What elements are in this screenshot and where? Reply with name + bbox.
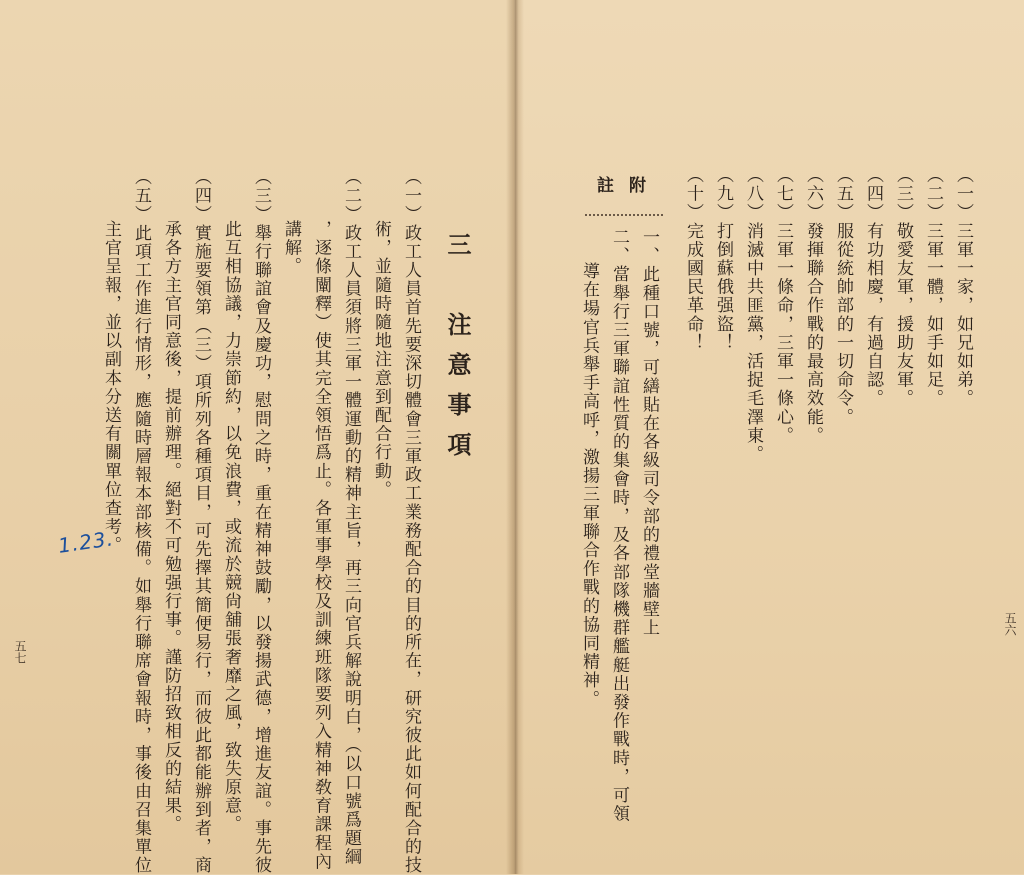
paragraph-3-line-1: （三）舉行聯誼會及慶功，慰問之時，重在精神鼓勵，以發揚武德，增進友誼。事先彼 bbox=[251, 168, 271, 875]
section-title: 三 注意事項 bbox=[443, 232, 472, 472]
paragraph-5-line-1: （五）此項工作進行情形，應隨時層報本部核備。如舉行聯席會報時，事後由召集單位 bbox=[131, 168, 151, 875]
slogan-2: （二）三軍一體，如手如足。 bbox=[923, 166, 943, 408]
book-gutter bbox=[506, 0, 524, 874]
slogan-9: （九）打倒蘇俄强盜！ bbox=[713, 166, 733, 352]
paragraph-3-line-2: 此互相協議，力崇節約，以免浪費，或流於競尙舖張奢靡之風，致失原意。 bbox=[221, 220, 241, 834]
paragraph-5-line-2: 主官呈報，並以副本分送有關單位查考。 bbox=[101, 220, 121, 555]
handwritten-note: 1.23. bbox=[56, 526, 116, 558]
appendix-label: 附 bbox=[625, 176, 645, 219]
note-divider bbox=[585, 214, 663, 216]
paragraph-4-line-1: （四）實施要領第（三）項所列各種項目，可先擇其簡便易行，而彼此都能辦到者，商 bbox=[191, 168, 211, 875]
slogan-5: （五）服從統帥部的一切命令。 bbox=[833, 166, 853, 427]
slogan-3: （三）敬愛友軍，援助友軍。 bbox=[893, 166, 913, 408]
slogan-4: （四）有功相慶，有過自認。 bbox=[863, 166, 883, 408]
right-page bbox=[514, 0, 1024, 874]
slogan-1: （一）三軍一家，如兄如弟。 bbox=[953, 166, 973, 408]
paragraph-2-line-2: ，逐條闡釋）使其完全領悟爲止。各軍事學校及訓練班隊要列入精神敎育課程內 bbox=[311, 220, 331, 871]
paragraph-1-line-2: 術，並隨時隨地注意到配合行動。 bbox=[371, 220, 391, 499]
page-number-left: 五七 bbox=[13, 640, 27, 664]
slogan-10: （十）完成國民革命！ bbox=[683, 166, 703, 352]
paragraph-1-line-1: （一）政工人員首先要深切體會三軍政工業務配合的目的所在，研究彼此如何配合的技 bbox=[401, 168, 421, 875]
note-2: 二、當舉行三軍聯誼性質的集會時，及各部隊機群艦艇出發作戰時，可領 bbox=[609, 228, 629, 824]
page-number-right: 五六 bbox=[1003, 612, 1017, 636]
slogan-8: （八）消滅中共匪黨，活捉毛澤東。 bbox=[743, 166, 763, 464]
slogan-6: （六）發揮聯合作戰的最高效能。 bbox=[803, 166, 823, 445]
note-3: 導在場官兵舉手高呼，激揚三軍聯合作戰的協同精神。 bbox=[579, 262, 599, 709]
note-label: 註 bbox=[593, 176, 613, 219]
slogan-7: （七）三軍一條命，三軍一條心。 bbox=[773, 166, 793, 445]
paragraph-4-line-2: 承各方主官同意後，提前辦理。絕對不可勉强行事。謹防招致相反的結果。 bbox=[161, 220, 181, 834]
paragraph-2-line-1: （二）政工人員須將三軍一體運動的精神主旨，再三向官兵解說明白，（以口號爲題綱 bbox=[341, 168, 361, 867]
paragraph-2-line-3: 講解。 bbox=[281, 220, 301, 276]
note-1: 一、此種口號，可繕貼在各級司令部的禮堂牆壁上 bbox=[639, 228, 659, 638]
